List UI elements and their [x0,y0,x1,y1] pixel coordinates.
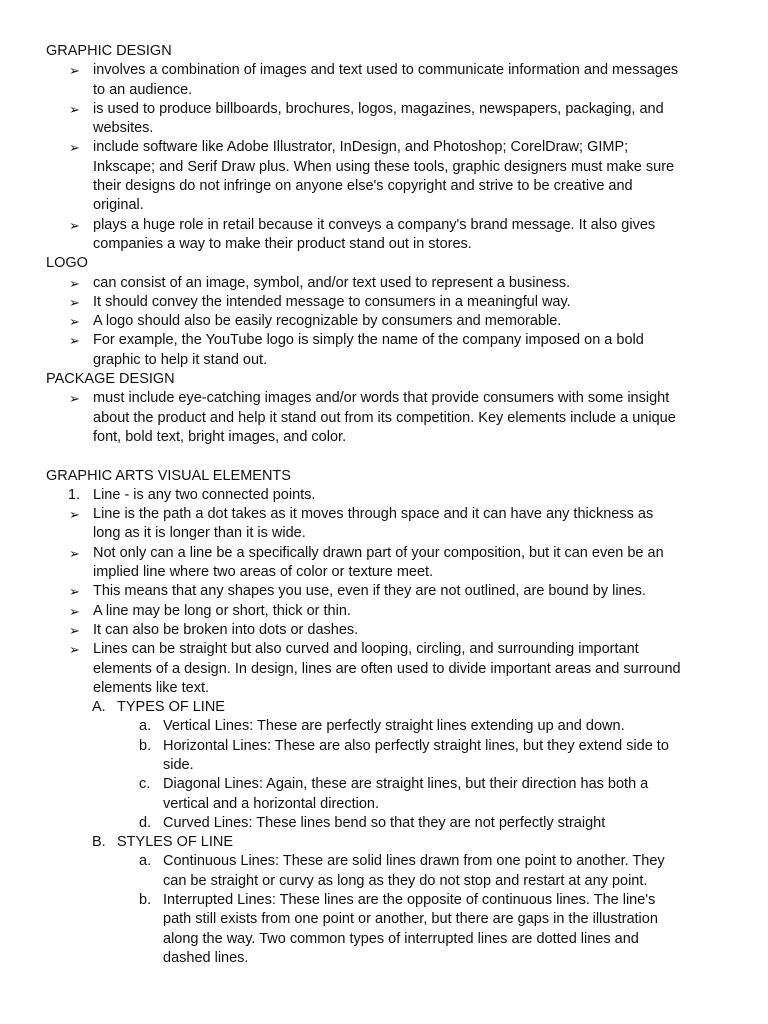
bullet-item: ➢ For example, the YouTube logo is simply the name of the company imposed on a bold [46,331,726,350]
list-letter: b. [139,737,152,754]
bullet-continuation: Inkscape; and Serif Draw plus. When using these tools, graphic designers must make sure [93,158,675,175]
list-letter: a. [139,718,152,735]
list-number: 1. [68,486,81,503]
arrow-bullet-icon: ➢ [69,217,80,233]
bullet-continuation: original. [93,197,144,214]
bullet-item: ➢ can consist of an image, symbol, and/or text used to represent a business. [46,274,726,293]
arrow-bullet-icon: ➢ [69,294,80,310]
arrow-bullet-icon: ➢ [69,642,80,658]
arrow-bullet-icon: ➢ [69,101,80,117]
numbered-item: 1. Line - is any two connected points. [46,486,726,505]
sub-item: d. Curved Lines: These lines bend so that they are not perfectly straight [46,814,726,833]
bullet-item: ➢ A logo should also be easily recognizable by consumers and memorable. [46,312,726,331]
bullet-item: ➢ A line may be long or short, thick or thin. [46,602,726,621]
list-letter: c. [139,776,151,793]
bullet-continuation: to an audience. [93,81,193,98]
list-letter: A. [92,699,106,716]
bullet-continuation: about the product and help it stand out from its competition. Key elements include a unique [93,409,676,426]
section-heading-graphic-design: GRAPHIC DESIGN [46,43,172,59]
bullet-item: ➢ include software like Adobe Illustrator, InDesign, and Photoshop; CorelDraw; GIMP; [46,138,726,157]
bullet-continuation: companies a way to make their product stand out in stores. [93,235,472,252]
bullet-continuation: their designs do not infringe on anyone else's copyright and strive to be creative and [93,178,633,195]
bullet-item: ➢ Lines can be straight but also curved and looping, circling, and surrounding important [46,640,726,659]
bullet-item: ➢ must include eye-catching images and/or words that provide consumers with some insight [46,389,726,408]
list-letter: B. [92,834,106,851]
bullet-continuation: font, bold text, bright images, and color. [93,428,347,445]
bullet-continuation: graphic to help it stand out. [93,351,268,368]
spacer [46,447,726,466]
bullet-continuation: implied line where two areas of color or texture meet. [93,564,434,581]
bullet-continuation: websites. [93,120,154,137]
subsection-styles-of-line: B. STYLES OF LINE [46,833,726,852]
list-letter: a. [139,853,152,870]
bullet-item: ➢ It should convey the intended message to consumers in a meaningful way. [46,293,726,312]
bullet-item: ➢ is used to produce billboards, brochures, logos, magazines, newspapers, packaging, and [46,100,726,119]
bullet-continuation: elements like text. [93,679,210,696]
arrow-bullet-icon: ➢ [69,584,80,600]
arrow-bullet-icon: ➢ [69,507,80,523]
sub-item-continuation: vertical and a horizontal direction. [163,795,380,812]
sub-item-continuation: dashed lines. [163,949,249,966]
arrow-bullet-icon: ➢ [69,333,80,349]
arrow-bullet-icon: ➢ [69,622,80,638]
sub-item-continuation: path still exists from one point or another, but there are gaps in the illustration [163,911,658,928]
sub-item: c. Diagonal Lines: Again, these are straight lines, but their direction has both a [46,775,726,794]
sub-item: a. Vertical Lines: These are perfectly straight lines extending up and down. [46,717,726,736]
bullet-continuation: long as it is longer than it is wide. [93,525,306,542]
arrow-bullet-icon: ➢ [69,63,80,79]
sub-item: b. Horizontal Lines: These are also perfectly straight lines, but they extend side to [46,737,726,756]
bullet-item: ➢ plays a huge role in retail because it conveys a company's brand message. It also gives [46,216,726,235]
bullet-item: ➢ This means that any shapes you use, even if they are not outlined, are bound by lines. [46,582,726,601]
arrow-bullet-icon: ➢ [69,275,80,291]
document-page [46,42,726,968]
bullet-item: ➢ It can also be broken into dots or dashes. [46,621,726,640]
bullet-item: ➢ Not only can a line be a specifically drawn part of your composition, but it can even be an [46,544,726,563]
arrow-bullet-icon: ➢ [69,545,80,561]
sub-item-continuation: can be straight or curvy as long as they do not stop and restart at any point. [163,872,648,889]
sub-item: a. Continuous Lines: These are solid lines drawn from one point to another. They [46,852,726,871]
bullet-item: ➢ involves a combination of images and text used to communicate information and messages [46,61,726,80]
list-letter: d. [139,814,152,831]
section-heading-logo: LOGO [46,255,88,272]
section-heading-visual-elements: GRAPHIC ARTS VISUAL ELEMENTS [46,467,291,484]
sub-item: b. Interrupted Lines: These lines are the opposite of continuous lines. The line's [46,891,726,910]
arrow-bullet-icon: ➢ [69,603,80,619]
bullet-item: ➢ Line is the path a dot takes as it moves through space and it can have any thickness as [46,505,726,524]
arrow-bullet-icon: ➢ [69,140,80,156]
arrow-bullet-icon: ➢ [69,391,80,407]
sub-item-continuation: side. [163,756,194,773]
section-heading-package-design: PACKAGE DESIGN [46,371,175,388]
arrow-bullet-icon: ➢ [69,314,80,330]
bullet-continuation: elements of a design. In design, lines are often used to divide important areas and surround [93,660,681,677]
list-letter: b. [139,892,152,909]
sub-item-continuation: along the way. Two common types of interrupted lines are dotted lines and [163,930,639,947]
subsection-types-of-line: A. TYPES OF LINE [46,698,726,717]
